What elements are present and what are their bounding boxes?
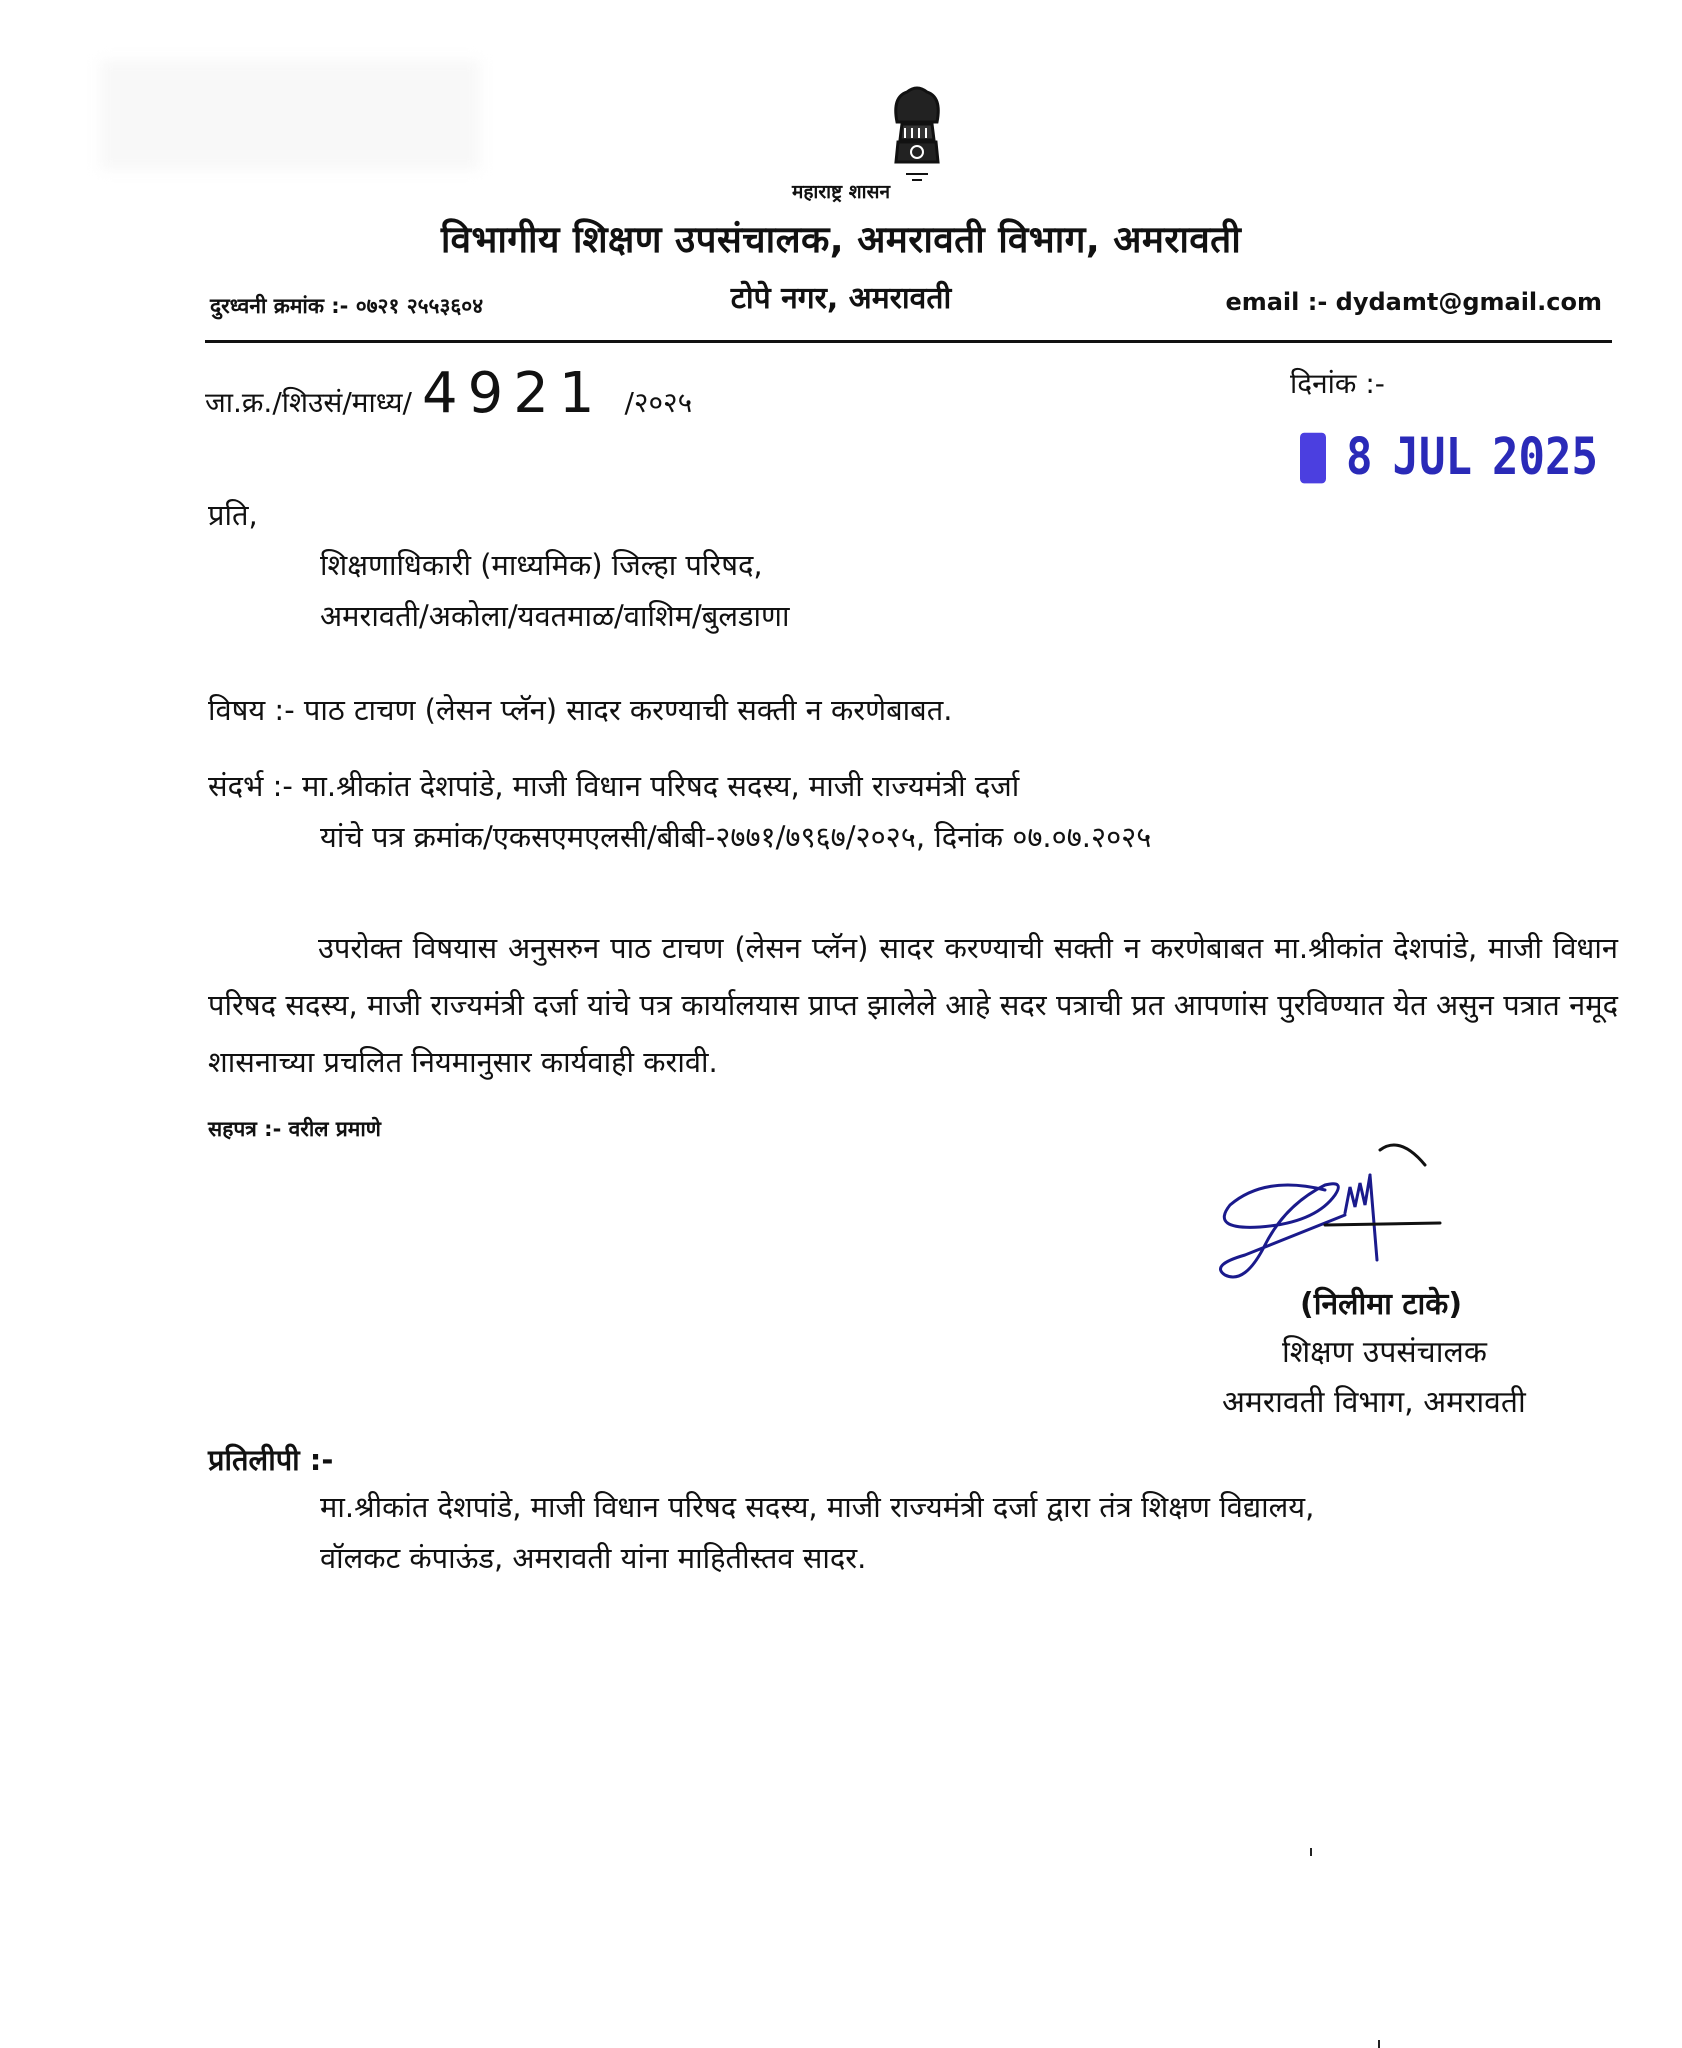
reference-line-1: संदर्भ :- मा.श्रीकांत देशपांडे, माजी विधान परिषद सदस्य, माजी राज्यमंत्री दर्जा — [208, 769, 1020, 803]
signatory-office: अमरावती विभाग, अमरावती — [1222, 1385, 1526, 1420]
copy-to-label: प्रतिलीपी :- — [208, 1443, 334, 1477]
email-address[interactable]: email :- dydamt@gmail.com — [1225, 288, 1602, 316]
recipient-line-2: अमरावती/अकोला/यवतमाळ/वाशिम/बुलडाणा — [320, 599, 790, 633]
office-address: टोपे नगर, अमरावती — [730, 281, 952, 316]
reference-number — [205, 361, 693, 426]
scan-artifact — [100, 60, 480, 170]
reference-handwritten-number: 4921 — [421, 361, 605, 426]
enclosure-note: सहपत्र :- वरील प्रमाणे — [208, 1117, 381, 1141]
body-paragraph: उपरोक्त विषयास अनुसरुन पाठ टाचण (लेसन प्लॅन) सादर करण्याची सक्ती न करणेबाबत मा.श्रीकांत देशपांडे, माजी विधान परिषद सदस्य, माजी राज्यमंत्री दर्जा यांचे पत्र कार्यालयास प्राप्त झालेले आहे सदर पत्राची प्रत आपणांस पुरविण्यात येत असुन पत्रात नमूद शासनाच्या प्रचलित नियमानुसार कार्यवाही करावी. — [208, 931, 1618, 1079]
signatory-name: (निलीमा टाके) — [1300, 1287, 1463, 1322]
phone-number: दुरध्वनी क्रमांक :- ०७२१ २५५३६०४ — [210, 294, 484, 318]
stamp-month: JUL — [1392, 428, 1472, 487]
reference-prefix: जा.क्र./शिउसं/माध्य/ — [205, 386, 412, 419]
stamp-ink-blot — [1300, 432, 1326, 483]
header-divider — [205, 340, 1612, 343]
scan-speck — [1378, 2040, 1380, 2048]
copy-to-line-2: वॉलकट कंपाऊंड, अमरावती यांना माहितीस्तव सादर. — [320, 1541, 867, 1575]
stamp-year: 2025 — [1491, 428, 1598, 487]
reference-line-2: यांचे पत्र क्रमांक/एकसएमएलसी/बीबी-२७७१/७९६७/२०२५, दिनांक ०७.०७.२०२५ — [320, 820, 1152, 854]
salutation: प्रति, — [208, 498, 258, 532]
government-name: महाराष्ट्र शासन — [791, 181, 890, 203]
copy-to-line-1: मा.श्रीकांत देशपांडे, माजी विधान परिषद सदस्य, माजी राज्यमंत्री दर्जा द्वारा तंत्र शिक्षण विद्यालय, — [320, 1490, 1315, 1524]
signatory-designation: शिक्षण उपसंचालक — [1282, 1335, 1487, 1370]
scan-speck — [1310, 1848, 1312, 1856]
stamp-day: 8 — [1346, 428, 1373, 487]
recipient-line-1: शिक्षणाधिकारी (माध्यमिक) जिल्हा परिषद, — [320, 548, 763, 582]
subject-line: विषय :- पाठ टाचण (लेसन प्लॅन) सादर करण्याची सक्ती न करणेबाबत. — [208, 693, 953, 727]
date-label: दिनांक :- — [1290, 367, 1385, 400]
reference-suffix: /२०२५ — [624, 386, 693, 419]
office-title: विभागीय शिक्षण उपसंचालक, अमरावती विभाग, अमरावती — [440, 218, 1242, 261]
date-stamp — [1300, 428, 1598, 487]
state-emblem-icon — [872, 82, 962, 187]
